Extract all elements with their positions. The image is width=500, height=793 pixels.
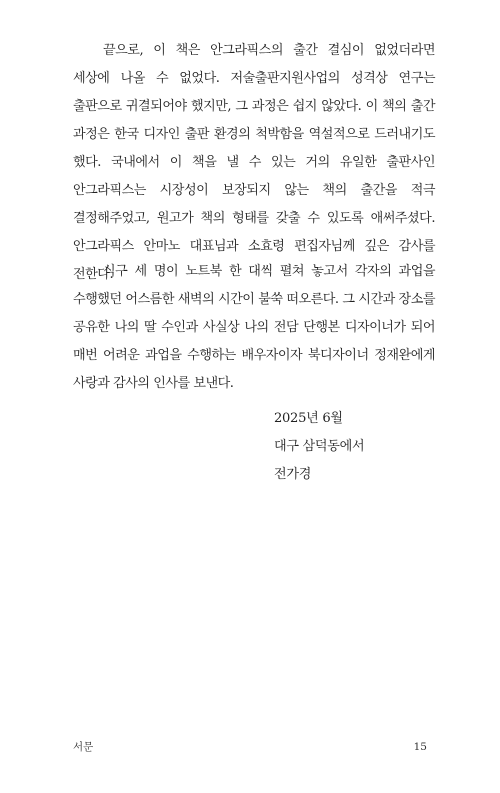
- signature-block: [274, 405, 364, 489]
- page-number: 15: [413, 741, 427, 753]
- paragraph-acknowledgement-publisher: 끝으로, 이 책은 안그라픽스의 출간 결심이 없었더라면 세상에 나올 수 없었다. 저술출판지원사업의 성격상 연구는 출판으로 귀결되어야 했지만, 그 과정은 쉽지 않았다. 이 책의 출간 과정은 한국 디자인 출판 환경의 척박함을 역설적으로 드러내기도 했다. 국내에서 이 책을 낼 수 있는 거의 유일한 출판사인 안그라픽스는 시장성이 보장되지 않는 책의 출간을 적극 결정해주었고, 원고가 책의 형태를 갖출 수 있도록 애써주셨다. 안그라픽스 안마노 대표님과 소효령 편집자님께 깊은 감사를 전한다.: [73, 43, 435, 282]
- signature-author: 전가경: [274, 467, 312, 482]
- signature-place: 대구 삼덕동에서: [274, 439, 365, 454]
- running-footer-section: 서문: [73, 741, 94, 753]
- paragraph-acknowledgement-family: 식구 세 명이 노트북 한 대씩 펼쳐 놓고서 각자의 과업을 수행했던 어스름한 새벽의 시간이 불쑥 떠오른다. 그 시간과 장소를 공유한 나의 딸 수인과 사실상 나의 전담 단행본 디자이너가 되어 매번 어려운 과업을 수행하는 배우자이자 북디자이너 정재완에게 사랑과 감사의 인사를 보낸다.: [73, 264, 435, 391]
- signature-date: 2025년 6월: [274, 411, 343, 426]
